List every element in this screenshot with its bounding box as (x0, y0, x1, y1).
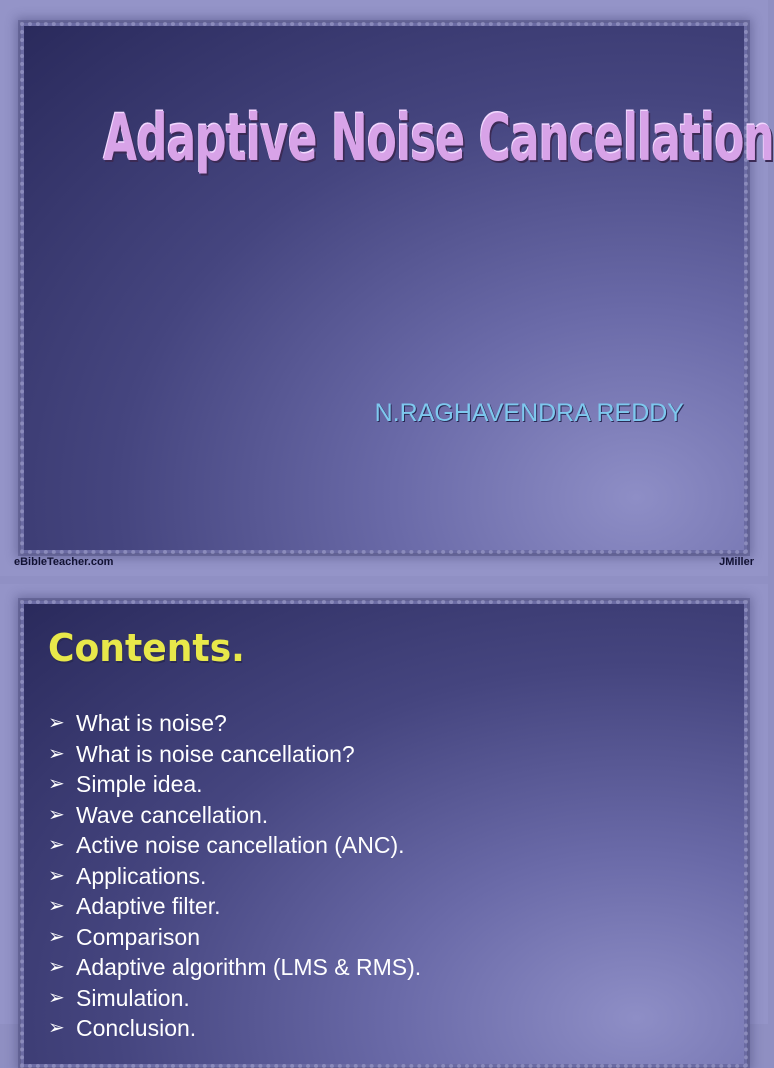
list-item: ➢ Applications. (48, 861, 421, 892)
arrow-bullet-icon: ➢ (48, 925, 65, 948)
list-item: ➢ What is noise cancellation? (48, 739, 421, 770)
arrow-bullet-icon: ➢ (48, 895, 65, 917)
footer-source: eBibleTeacher.com (14, 556, 114, 568)
list-item: ➢ Adaptive algorithm (LMS & RMS). (48, 952, 421, 983)
list-item: ➢ Comparison (48, 922, 421, 953)
slide-title: Adaptive Noise Cancellation (103, 101, 774, 176)
list-item: ➢ Adaptive filter. (48, 891, 421, 922)
arrow-bullet-icon: ➢ (48, 773, 65, 795)
list-item: ➢ Active noise cancellation (ANC). (48, 830, 421, 861)
slide-1-panel (24, 26, 774, 550)
footer-credit: JMiller (719, 556, 754, 568)
arrow-bullet-icon: ➢ (48, 1017, 65, 1039)
contents-list (48, 708, 421, 1044)
list-item: ➢ What is noise? (48, 708, 421, 739)
arrow-bullet-icon: ➢ (48, 834, 65, 856)
arrow-bullet-icon: ➢ (48, 803, 65, 826)
list-item: ➢ Simulation. (48, 983, 421, 1014)
arrow-bullet-icon: ➢ (48, 712, 65, 734)
list-item: ➢ Simple idea. (48, 769, 421, 800)
slide-2 (0, 584, 768, 1041)
arrow-bullet-icon: ➢ (48, 956, 65, 978)
arrow-bullet-icon: ➢ (48, 986, 65, 1009)
arrow-bullet-icon: ➢ (48, 864, 65, 887)
arrow-bullet-icon: ➢ (48, 742, 65, 765)
slide-2-panel (24, 604, 744, 1064)
list-item: ➢ Wave cancellation. (48, 800, 421, 831)
list-item: ➢ Conclusion. (48, 1013, 421, 1044)
contents-heading: Contents. (48, 626, 245, 670)
author-name: N.RAGHAVENDRA REDDY (374, 399, 684, 427)
